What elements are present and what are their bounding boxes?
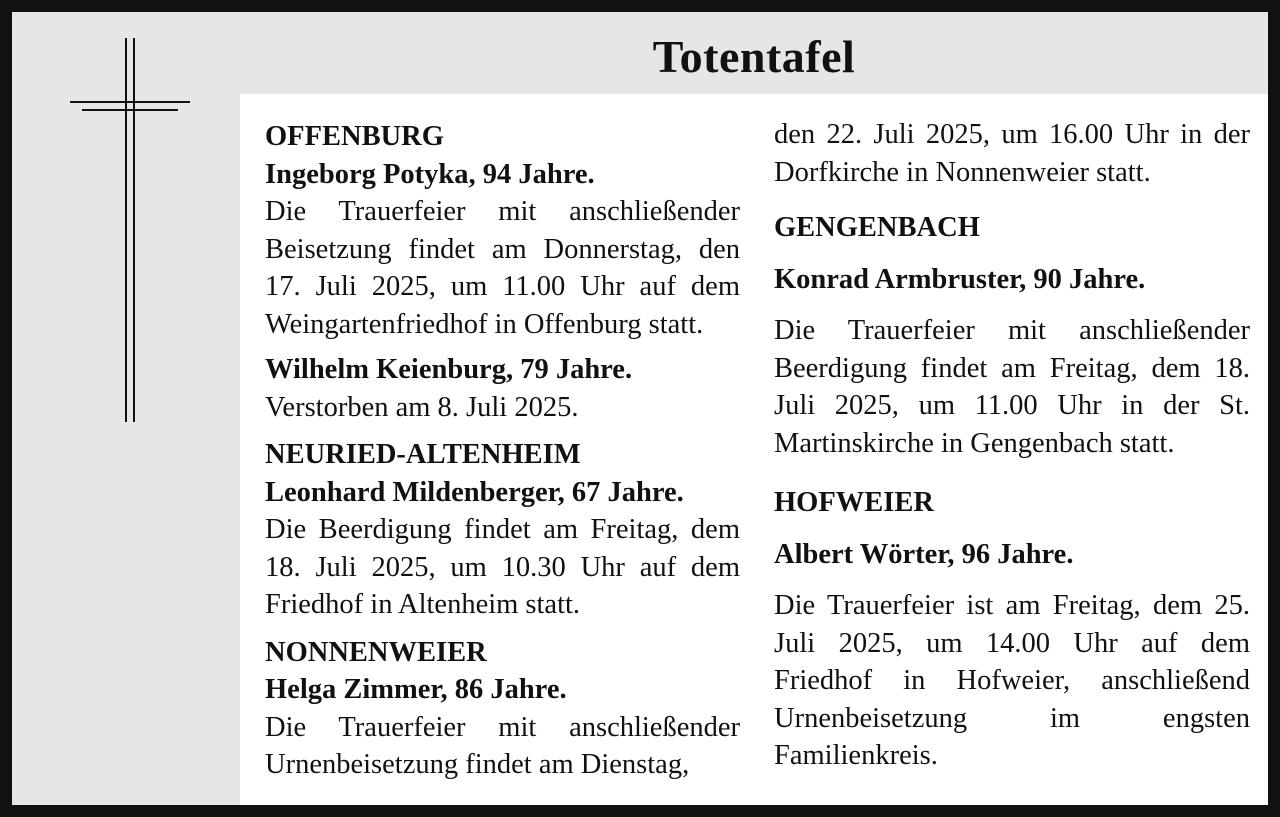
funeral-notice-zimmer: Die Trauerfeier mit anschließender Urnenbeisetzung findet am Dienstag, (265, 711, 740, 780)
deceased-name-armbruster: Konrad Armbruster, 90 Jahre. (774, 263, 1146, 295)
right-column (774, 116, 1250, 775)
funeral-notice-potyka: Die Trauerfeier mit anschließender Beisetzung findet am Donnerstag, den 17. Juli 2025, um 11.00 Uhr auf dem Weingartenfriedhof in Offenburg statt. (265, 196, 740, 340)
city-heading-hofweier: HOFWEIER (774, 487, 934, 518)
funeral-notice-armbruster: Die Trauerfeier mit anschließender Beerdigung findet am Freitag, dem 18. Juli 2025, um 11.00 Uhr in der St. Martinskirche in Gengenbach statt. (774, 315, 1250, 459)
city-heading-gengenbach: GENGENBACH (774, 212, 980, 243)
deceased-name-mildenberger: Leonhard Mildenberger, 67 Jahre. (265, 476, 684, 508)
city-heading-nonnenweier: NONNENWEIER (265, 636, 487, 668)
obituary-panel (240, 94, 1280, 817)
city-heading-offenburg: OFFENBURG (265, 121, 444, 152)
funeral-notice-mildenberger: Die Beerdigung findet am Freitag, dem 18. Juli 2025, um 10.30 Uhr auf dem Friedhof in Altenheim statt. (265, 514, 740, 620)
left-column (265, 118, 740, 784)
cross-icon (70, 38, 194, 443)
city-heading-neuried-altenheim: NEURIED-ALTENHEIM (265, 439, 581, 470)
funeral-notice-zimmer-continued: den 22. Juli 2025, um 16.00 Uhr in der Dorfkirche in Nonnenweier statt. (774, 119, 1250, 188)
funeral-notice-keienburg: Verstorben am 8. Juli 2025. (265, 391, 579, 423)
deceased-name-zimmer: Helga Zimmer, 86 Jahre. (265, 674, 567, 705)
deceased-name-keienburg: Wilhelm Keienburg, 79 Jahre. (265, 354, 633, 385)
page-title: Totentafel (652, 31, 856, 82)
deceased-name-woerter: Albert Wörter, 96 Jahre. (774, 538, 1074, 570)
deceased-name-potyka: Ingeborg Potyka, 94 Jahre. (265, 158, 595, 190)
funeral-notice-woerter: Die Trauerfeier ist am Freitag, dem 25. Juli 2025, um 14.00 Uhr auf dem Friedhof in Hofweier, anschließend Urnenbeisetzung im engsten Familienkreis. (774, 590, 1250, 771)
